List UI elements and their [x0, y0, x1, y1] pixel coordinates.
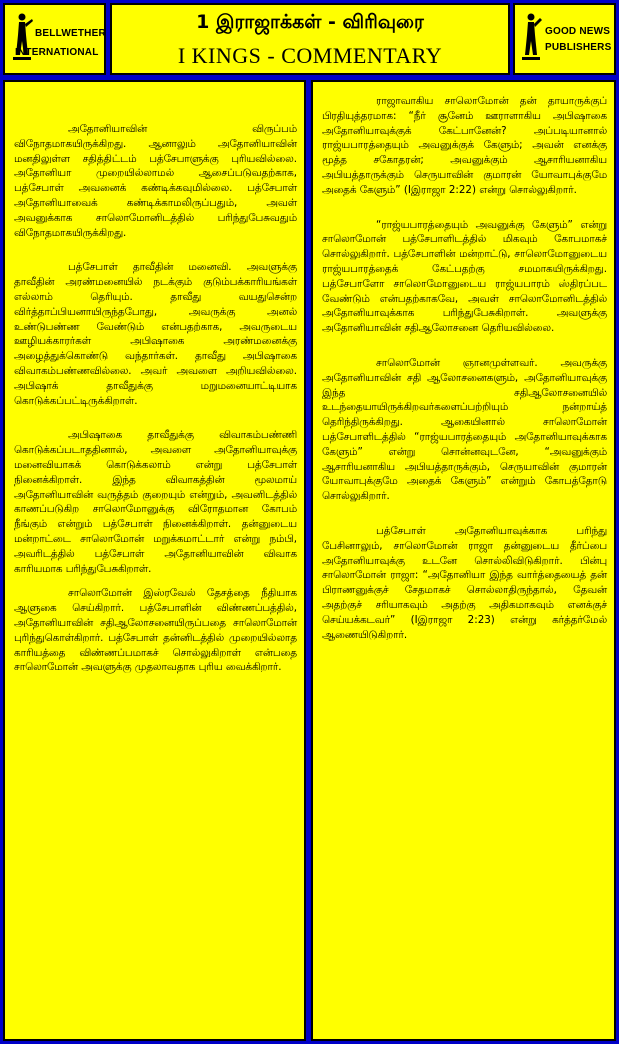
publisher-logo-right [513, 3, 616, 75]
paragraph: அபிஷாகை தாவீதுக்கு விவாகம்பண்ணி கொடுக்கப்படாததினால், அவளை அதோனியாவுக்கு மனைவியாகக் கொடுக்கலாம் என்று பத்சேபாள் நினைக்கிறாள். இந்த விவாகத்தின் மூலமாய் அதோனியாவின் வருத்தம் குறையும் என்றும், அவனிடத்தில் காணப்படுகிற சாலொமோனுக்கு விரோதமான கோபம் நீங்கும் என்றும் பத்சேபாள் நினைக்கிறாள். தன்னுடைய மன்றாட்டை சாலொமோன் மறுக்கமாட்டார் என்று நம்பி, அவரிடத்தில் பத்சேபாள் அதோனியாவின் விவாக காரியமாக பரிந்துபேசுகிறாள். [14, 429, 297, 575]
good-news-figure-icon [515, 5, 614, 73]
paragraph: பத்சேபாள் அதோனியாவுக்காக பரிந்து பேசினாலும், சாலொமோன் ராஜா தன்னுடைய தீர்ப்பை அதோனியாவுக்கு உடனே சொல்லிவிடுகிறார். பின்பு சாலொமோன் ராஜா: “அதோனியா இந்த வார்த்தையைத் தன் பிராணனுக்குச் சேதமாகச் சொல்லாதிருந்தால், தேவன் அதற்குச் சரியாகவும் அதற்கு அதிகமாகவும் எனக்குச் செய்யக்கடவர்” (Iஇராஜா 2:23) என்று கர்த்தர்மேல் ஆணையிடுகிறார். [322, 524, 607, 641]
logo-left-line1: BELLWETHER [35, 28, 106, 39]
paragraph: பத்சேபாள் தாவீதின் மனைவி. அவளுக்கு தாவீதின் அரண்மனையில் நடக்கும் குடும்பக்காரியங்கள் எல்லாம் தெரியும். தாவீது வயதுசென்ற விர்த்தாப்பியனாயிருந்தபோது, அவருக்கு அனல் உண்டுபண்ண வேண்டும் என்பதற்காக, அவருடைய ஊழியக்காரர்கள் அபிஷாகை அரண்மனைக்கு அழைத்துக்கொண்டு வந்தார்கள். தாவீது அபிஷாகை விவாகம்பண்ணவில்லை. அவர் அவளை அறியவில்லை. அபிஷாக் தாவீதுக்கு மறுமனையாட்டியாக கொடுக்கப்பட்டிருக்கிறாள். [14, 261, 297, 407]
paragraph: அதோனியாவின் விருப்பம் விநோதமாகயிருக்கிறது. ஆனாலும் அதோனியாவின் மனதிலுள்ள சதித்திட்டம் பத்சேபாளுக்கு புரியவில்லை. அதோனியா முறையில்லாமல் ஆசைப்படுவதற்காக, பத்சேபாள் அவனைக் கண்டிக்கவுமில்லை. பத்சேபாள் அதோனியாவைக் கண்டிக்காமலிருப்பதும், அவள் அவனுக்காக சாலொமோனிடத்தில் பரிந்துபேசுவதும் விநோதமாகயிருக்கிறது. [14, 123, 297, 239]
logo-left-line2: INTERNATIONAL [15, 47, 99, 58]
left-column-text [14, 122, 297, 695]
paragraph: சாலொமோன் இஸ்ரவேல் தேசத்தை நீதியாக ஆளுகை செய்கிறார். பத்சேபாளின் விண்ணப்பத்தில், அதோனியாவின் சதிஆலோசனையிருப்பதை சாலொமோன் புரிந்துகொள்கிறார். பத்சேபாள் தன்னிடத்தில் முறையில்லாத காரியத்தை விண்ணப்பமாகச் சொல்லுகிறாள் என்பதை சாலொமோன் அவளுக்கு முதலாவதாக புரிய வைக்கிறார். [14, 587, 297, 674]
title-banner [110, 3, 510, 75]
logo-right-line1: GOOD NEWS [545, 26, 611, 37]
right-column-text [322, 94, 607, 662]
paragraph: ராஜாவாகிய சாலொமோன் தன் தாயாருக்குப் பிரதியுத்தரமாக: “நீர் சூனேம் ஊராளாகிய அபிஷாகை அதோனியாவுக்குக் கேட்பானேன்? அப்படியானால் ராஜ்யபாரத்தையும் அவனுக்குக் கேளும்; அவன் எனக்கு மூத்த சகோதரன்; அவனுக்கும் ஆசாரியனாகிய அபியத்தாருக்கும் செருயாவின் குமாரன் யோவாபுக்குமே அதைக் கேளும்” (Iஇராஜா 2:22) என்று சொல்லுகிறார். [322, 95, 607, 196]
right-column [311, 80, 616, 1041]
paragraph: சாலொமோன் ஞானமுள்ளவர். அவருக்கு அதோனியாவின் சதி ஆலோசனைகளும், அதோனியாவுக்கு இந்த சதிஆலோசனையில் உடந்தையாயிருக்கிறவர்களைப்பற்றியும் நன்றாய்த் தெரிந்திருக்கிறது. ஆகையினால் சாலொமோன் பத்சேபாளிடத்தில் “ராஜ்யபாரத்தையும் அதோனியாவுக்காக கேளும்” என்று சொன்னவுடனே, “அவனுக்கும் ஆசாரியனாகிய அபியத்தாருக்கும், செருயாவின் குமாரன் யோவாபுக்குமே அதைக் கேளும்” என்றும் கோபத்தோடு சொல்லுகிறார். [322, 356, 607, 503]
paragraph: “ராஜ்யபாரத்தையும் அவனுக்கு கேளும்” என்று சாலொமோன் பத்சேபாளிடத்தில் மிகவும் கோபமாகச் சொல்லுகிறார். பத்சேபாளின் மன்றாட்டு, சாலொமோனுடைய ராஜ்யபாரத்தைக் கேட்பதற்கு சமமாகயிருக்கிறது. பத்சேபாளோ சாலொமோனுடைய ராஜ்யபாரம் ஸ்திரப்பட வேண்டும் என்பதற்காகவே, அவள் சாலொமோனிடத்தில் அதோனியாவுக்காக பரிந்துபேசுகிறாள். அவளுக்கு அதோனியாவின் சதிஆலோசனை தெரியவில்லை. [322, 218, 607, 335]
logo-right-line2: PUBLISHERS [545, 42, 612, 53]
publisher-logo-left [3, 3, 106, 75]
page-title-english: I KINGS - COMMENTARY [177, 43, 443, 68]
left-column [3, 80, 306, 1041]
page-title-tamil: 1 இராஜாக்கள் - விரிவுரை [196, 11, 424, 33]
